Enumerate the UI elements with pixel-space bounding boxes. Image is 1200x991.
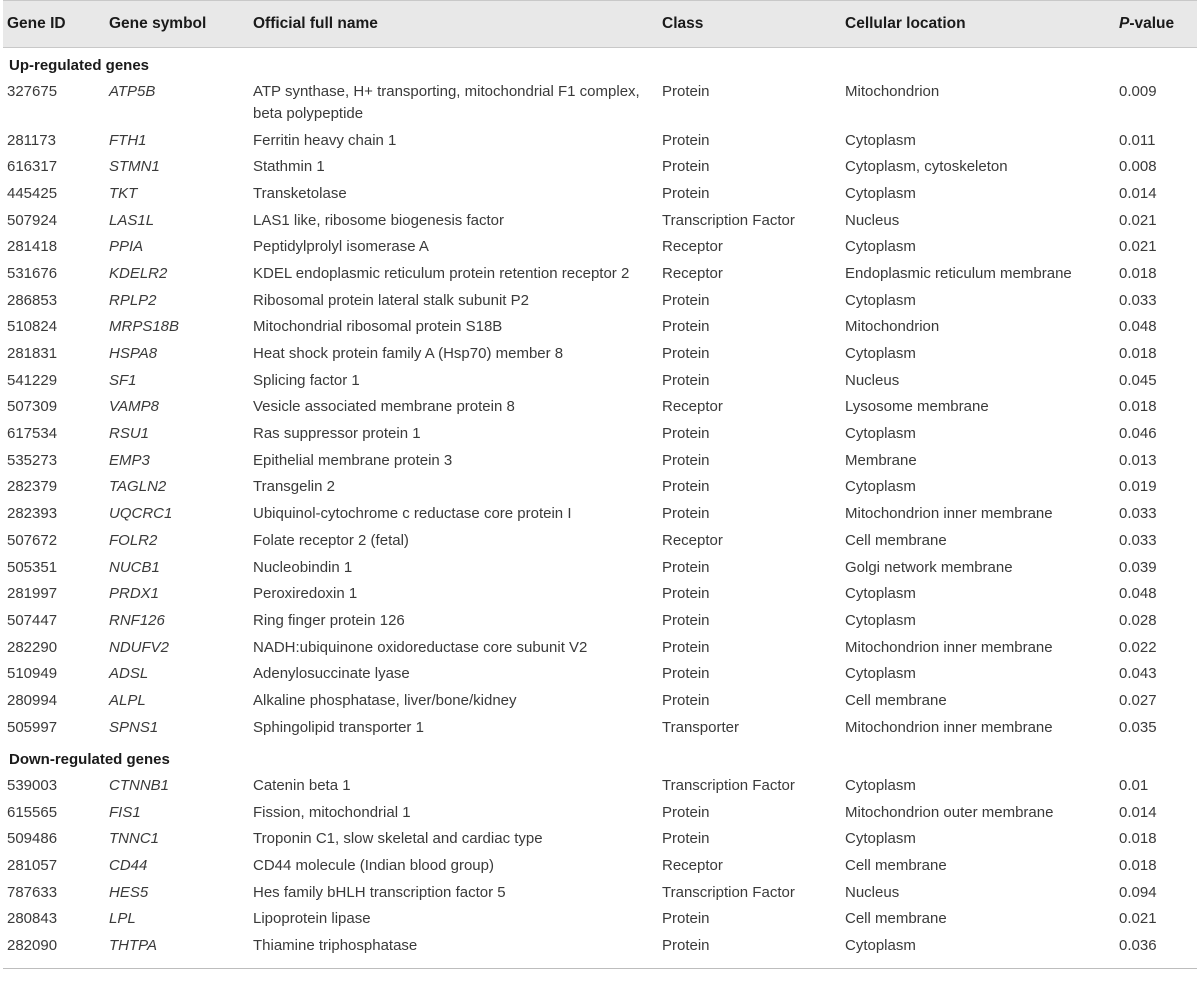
- cell-gene-symbol: FOLR2: [109, 531, 158, 549]
- cell-class: Transcription Factor: [662, 776, 795, 794]
- cell-cellular-location: Mitochondrion inner membrane: [845, 638, 1053, 656]
- header-row: [3, 1, 1197, 48]
- table-body: [3, 48, 1197, 960]
- cell-class: Protein: [662, 371, 710, 389]
- cell-p-value: 0.021: [1119, 238, 1157, 256]
- cell-gene-symbol: LAS1L: [109, 211, 155, 229]
- cell-p-value: 0.048: [1119, 585, 1157, 603]
- cell-gene-id: 615565: [7, 803, 58, 821]
- cell-cellular-location: Cytoplasm: [845, 585, 916, 603]
- cell-p-value: 0.019: [1119, 478, 1157, 496]
- cell-gene-id: 280994: [7, 691, 58, 709]
- table-row: [3, 688, 1197, 715]
- cell-full-name: Fission, mitochondrial 1: [253, 803, 411, 821]
- cell-cellular-location: Mitochondrion outer membrane: [845, 803, 1054, 821]
- table-footer: [3, 960, 1197, 969]
- cell-full-name: Mitochondrial ribosomal protein S18B: [253, 318, 503, 336]
- cell-gene-id: 445425: [7, 184, 58, 202]
- cell-gene-id: 281997: [7, 585, 58, 603]
- table-row: [3, 154, 1197, 181]
- cell-p-value: 0.045: [1119, 371, 1157, 389]
- cell-gene-symbol: EMP3: [109, 451, 150, 469]
- cell-gene-id: 510824: [7, 318, 58, 336]
- cell-cellular-location: Cytoplasm, cytoskeleton: [845, 158, 1008, 176]
- cell-cellular-location: Mitochondrion inner membrane: [845, 718, 1053, 736]
- table-row: [3, 555, 1197, 582]
- cell-p-value: 0.018: [1119, 856, 1157, 874]
- cell-class: Protein: [662, 505, 710, 523]
- table-row: [3, 906, 1197, 933]
- cell-gene-id: 286853: [7, 291, 58, 309]
- cell-full-name: ATP synthase, H+ transporting, mitochondrial F1 complex, beta polypeptide: [253, 82, 640, 122]
- cell-gene-symbol: UQCRC1: [109, 505, 173, 523]
- cell-p-value: 0.011: [1119, 131, 1156, 149]
- cell-gene-symbol: SF1: [109, 371, 137, 389]
- cell-gene-symbol: VAMP8: [109, 398, 160, 416]
- cell-cellular-location: Mitochondrion: [845, 82, 940, 100]
- cell-p-value: 0.008: [1119, 158, 1157, 176]
- cell-full-name: Ring finger protein 126: [253, 611, 405, 629]
- header-p-suffix: -value: [1129, 15, 1175, 32]
- cell-full-name: Nucleobindin 1: [253, 558, 353, 576]
- table-row: [3, 288, 1197, 315]
- cell-gene-id: 282379: [7, 478, 58, 496]
- header-full-name: Official full name: [253, 15, 378, 32]
- table-row: [3, 234, 1197, 261]
- cell-cellular-location: Cytoplasm: [845, 830, 916, 848]
- cell-gene-id: 616317: [7, 158, 58, 176]
- cell-full-name: Thiamine triphosphatase: [253, 936, 418, 954]
- table-row: [3, 933, 1197, 960]
- cell-full-name: Hes family bHLH transcription factor 5: [253, 883, 506, 901]
- cell-class: Receptor: [662, 531, 723, 549]
- cell-class: Receptor: [662, 856, 723, 874]
- table-row: [3, 314, 1197, 341]
- cell-full-name: CD44 molecule (Indian blood group): [253, 856, 494, 874]
- cell-cellular-location: Nucleus: [845, 883, 900, 901]
- header-gene-symbol: Gene symbol: [109, 15, 207, 32]
- cell-class: Protein: [662, 936, 710, 954]
- table-row: [3, 501, 1197, 528]
- cell-p-value: 0.014: [1119, 184, 1157, 202]
- cell-cellular-location: Membrane: [845, 451, 917, 469]
- cell-class: Receptor: [662, 238, 723, 256]
- cell-gene-symbol: CD44: [109, 856, 148, 874]
- cell-class: Receptor: [662, 264, 723, 282]
- cell-p-value: 0.094: [1119, 883, 1157, 901]
- cell-full-name: Stathmin 1: [253, 158, 325, 176]
- cell-gene-id: 281831: [7, 345, 58, 362]
- cell-class: Protein: [662, 345, 710, 362]
- cell-gene-id: 282290: [7, 638, 58, 656]
- table-row: [3, 715, 1197, 742]
- cell-cellular-location: Cell membrane: [845, 856, 947, 874]
- cell-class: Transporter: [662, 718, 739, 736]
- cell-full-name: Alkaline phosphatase, liver/bone/kidney: [253, 691, 517, 709]
- cell-p-value: 0.033: [1119, 531, 1157, 549]
- cell-gene-symbol: SPNS1: [109, 718, 159, 736]
- table-row: [3, 394, 1197, 421]
- cell-class: Protein: [662, 665, 710, 683]
- table-row: [3, 581, 1197, 608]
- cell-cellular-location: Cell membrane: [845, 910, 947, 928]
- cell-p-value: 0.018: [1119, 830, 1157, 848]
- cell-class: Protein: [662, 425, 710, 443]
- cell-gene-symbol: NUCB1: [109, 558, 160, 576]
- section-title: Up-regulated genes: [9, 57, 150, 74]
- table-row: [3, 181, 1197, 208]
- cell-p-value: 0.01: [1119, 776, 1149, 794]
- cell-cellular-location: Cytoplasm: [845, 291, 916, 309]
- cell-gene-id: 507924: [7, 211, 58, 229]
- cell-gene-id: 617534: [7, 425, 58, 443]
- cell-gene-id: 787633: [7, 883, 58, 901]
- cell-cellular-location: Cytoplasm: [845, 425, 916, 443]
- cell-class: Protein: [662, 585, 710, 603]
- cell-gene-symbol: LPL: [109, 910, 136, 928]
- table-header: [3, 1, 1197, 48]
- cell-gene-symbol: KDELR2: [109, 264, 168, 282]
- cell-p-value: 0.009: [1119, 82, 1157, 100]
- header-gene-id: Gene ID: [7, 15, 66, 32]
- cell-class: Protein: [662, 318, 710, 336]
- cell-p-value: 0.033: [1119, 505, 1157, 523]
- cell-gene-symbol: MRPS18B: [109, 318, 180, 336]
- cell-class: Protein: [662, 451, 710, 469]
- cell-p-value: 0.014: [1119, 803, 1157, 821]
- cell-full-name: Splicing factor 1: [253, 371, 360, 389]
- cell-gene-id: 282393: [7, 505, 58, 523]
- table-row: [3, 261, 1197, 288]
- cell-cellular-location: Cytoplasm: [845, 238, 916, 256]
- cell-p-value: 0.013: [1119, 451, 1157, 469]
- table-row: [3, 341, 1197, 368]
- table-row: [3, 635, 1197, 662]
- cell-gene-id: 507672: [7, 531, 58, 549]
- cell-full-name: Ubiquinol-cytochrome c reductase core protein I: [253, 505, 572, 523]
- section-title: Down-regulated genes: [9, 751, 170, 769]
- cell-p-value: 0.018: [1119, 264, 1157, 282]
- cell-full-name: NADH:ubiquinone oxidoreductase core subunit V2: [253, 638, 588, 656]
- cell-gene-symbol: ADSL: [109, 665, 149, 683]
- cell-gene-symbol: TKT: [109, 184, 138, 202]
- cell-class: Protein: [662, 803, 710, 821]
- section-header-row: [3, 48, 1197, 79]
- cell-cellular-location: Cell membrane: [845, 691, 947, 709]
- cell-full-name: Sphingolipid transporter 1: [253, 718, 424, 736]
- table-row: [3, 368, 1197, 395]
- cell-gene-id: 282090: [7, 936, 58, 954]
- table-row: [3, 826, 1197, 853]
- header-cellular-location: Cellular location: [845, 15, 966, 32]
- cell-full-name: KDEL endoplasmic reticulum protein retention receptor 2: [253, 264, 630, 282]
- cell-p-value: 0.033: [1119, 291, 1157, 309]
- table-row: [3, 421, 1197, 448]
- cell-gene-id: 327675: [7, 82, 58, 100]
- cell-gene-id: 539003: [7, 776, 58, 794]
- cell-full-name: Ribosomal protein lateral stalk subunit P2: [253, 291, 529, 309]
- cell-full-name: Peptidylprolyl isomerase A: [253, 238, 429, 256]
- cell-gene-symbol: THTPA: [109, 936, 158, 954]
- table-row: [3, 208, 1197, 235]
- cell-gene-symbol: ALPL: [109, 691, 146, 709]
- cell-cellular-location: Cytoplasm: [845, 345, 916, 362]
- cell-cellular-location: Cytoplasm: [845, 936, 916, 954]
- cell-cellular-location: Cytoplasm: [845, 776, 916, 794]
- cell-cellular-location: Lysosome membrane: [845, 398, 989, 416]
- cell-p-value: 0.039: [1119, 558, 1157, 576]
- table-row: [3, 853, 1197, 880]
- cell-p-value: 0.027: [1119, 691, 1157, 709]
- cell-gene-id: 531676: [7, 264, 58, 282]
- cell-p-value: 0.035: [1119, 718, 1157, 736]
- cell-class: Protein: [662, 158, 710, 176]
- cell-cellular-location: Golgi network membrane: [845, 558, 1013, 576]
- cell-gene-symbol: TNNC1: [109, 830, 160, 848]
- table-row: [3, 528, 1197, 555]
- cell-gene-symbol: ATP5B: [109, 82, 156, 100]
- cell-gene-symbol: RNF126: [109, 611, 165, 629]
- cell-gene-id: 281173: [7, 131, 56, 149]
- cell-gene-id: 280843: [7, 910, 58, 928]
- cell-p-value: 0.028: [1119, 611, 1157, 629]
- table-row: [3, 474, 1197, 501]
- cell-p-value: 0.043: [1119, 665, 1157, 683]
- cell-gene-symbol: HSPA8: [109, 345, 158, 362]
- table-row: [3, 773, 1197, 800]
- cell-full-name: Ras suppressor protein 1: [253, 425, 421, 443]
- cell-p-value: 0.046: [1119, 425, 1157, 443]
- cell-cellular-location: Mitochondrion: [845, 318, 940, 336]
- cell-class: Protein: [662, 291, 710, 309]
- cell-gene-id: 507447: [7, 611, 58, 629]
- cell-full-name: LAS1 like, ribosome biogenesis factor: [253, 211, 504, 229]
- cell-gene-id: 541229: [7, 371, 58, 389]
- cell-full-name: Vesicle associated membrane protein 8: [253, 398, 515, 416]
- cell-gene-id: 535273: [7, 451, 58, 469]
- cell-gene-id: 505997: [7, 718, 58, 736]
- cell-p-value: 0.022: [1119, 638, 1157, 656]
- table-row: [3, 608, 1197, 635]
- cell-gene-symbol: TAGLN2: [109, 478, 167, 496]
- cell-gene-id: 507309: [7, 398, 58, 416]
- cell-cellular-location: Endoplasmic reticulum membrane: [845, 264, 1072, 282]
- section-header-row: [3, 741, 1197, 773]
- cell-class: Protein: [662, 830, 710, 848]
- table-row: [3, 880, 1197, 907]
- table-row: [3, 800, 1197, 827]
- cell-full-name: Ferritin heavy chain 1: [253, 131, 397, 149]
- cell-p-value: 0.036: [1119, 936, 1157, 954]
- gene-expression-table: [3, 0, 1197, 969]
- cell-gene-id: 281057: [7, 856, 58, 874]
- cell-full-name: Lipoprotein lipase: [253, 910, 371, 928]
- cell-p-value: 0.021: [1119, 910, 1157, 928]
- cell-full-name: Peroxiredoxin 1: [253, 585, 358, 603]
- cell-gene-symbol: PPIA: [109, 238, 144, 256]
- cell-cellular-location: Nucleus: [845, 211, 900, 229]
- cell-gene-id: 281418: [7, 238, 58, 256]
- table-row: [3, 661, 1197, 688]
- cell-full-name: Troponin C1, slow skeletal and cardiac type: [253, 830, 543, 848]
- cell-cellular-location: Cell membrane: [845, 531, 947, 549]
- cell-class: Protein: [662, 478, 710, 496]
- header-p-italic: P: [1119, 15, 1130, 32]
- cell-class: Protein: [662, 691, 710, 709]
- cell-gene-id: 510949: [7, 665, 58, 683]
- cell-cellular-location: Cytoplasm: [845, 478, 916, 496]
- cell-class: Protein: [662, 638, 710, 656]
- header-p-value: [1115, 1, 1197, 48]
- cell-class: Receptor: [662, 398, 723, 416]
- cell-p-value: 0.021: [1119, 211, 1157, 229]
- cell-class: Protein: [662, 131, 710, 149]
- cell-class: Protein: [662, 611, 710, 629]
- cell-class: Protein: [662, 82, 710, 100]
- table-row: [3, 79, 1197, 128]
- cell-gene-id: 509486: [7, 830, 58, 848]
- cell-gene-symbol: RPLP2: [109, 291, 157, 309]
- cell-class: Protein: [662, 910, 710, 928]
- cell-gene-symbol: NDUFV2: [109, 638, 170, 656]
- table-row: [3, 448, 1197, 475]
- cell-gene-symbol: CTNNB1: [109, 776, 170, 794]
- cell-full-name: Epithelial membrane protein 3: [253, 451, 453, 469]
- cell-gene-symbol: STMN1: [109, 158, 160, 176]
- footer-rule: [3, 960, 1197, 969]
- cell-gene-symbol: FIS1: [109, 803, 141, 821]
- cell-cellular-location: Mitochondrion inner membrane: [845, 505, 1053, 523]
- cell-class: Protein: [662, 184, 710, 202]
- cell-p-value: 0.018: [1119, 345, 1157, 362]
- cell-full-name: Catenin beta 1: [253, 776, 351, 794]
- cell-gene-symbol: HES5: [109, 883, 149, 901]
- cell-gene-symbol: RSU1: [109, 425, 150, 443]
- cell-cellular-location: Cytoplasm: [845, 131, 916, 149]
- cell-class: Transcription Factor: [662, 211, 795, 229]
- cell-full-name: Adenylosuccinate lyase: [253, 665, 410, 683]
- cell-class: Protein: [662, 558, 710, 576]
- cell-gene-symbol: PRDX1: [109, 585, 160, 603]
- cell-p-value: 0.018: [1119, 398, 1157, 416]
- header-class: Class: [662, 15, 704, 32]
- cell-p-value: 0.048: [1119, 318, 1157, 336]
- cell-gene-symbol: FTH1: [109, 131, 147, 149]
- table-row: [3, 128, 1197, 155]
- cell-cellular-location: Cytoplasm: [845, 184, 916, 202]
- cell-cellular-location: Cytoplasm: [845, 611, 916, 629]
- cell-full-name: Transketolase: [253, 184, 347, 202]
- cell-cellular-location: Nucleus: [845, 371, 900, 389]
- cell-class: Transcription Factor: [662, 883, 795, 901]
- cell-full-name: Heat shock protein family A (Hsp70) member 8: [253, 345, 564, 362]
- cell-full-name: Transgelin 2: [253, 478, 335, 496]
- cell-cellular-location: Cytoplasm: [845, 665, 916, 683]
- cell-gene-id: 505351: [7, 558, 58, 576]
- cell-full-name: Folate receptor 2 (fetal): [253, 531, 409, 549]
